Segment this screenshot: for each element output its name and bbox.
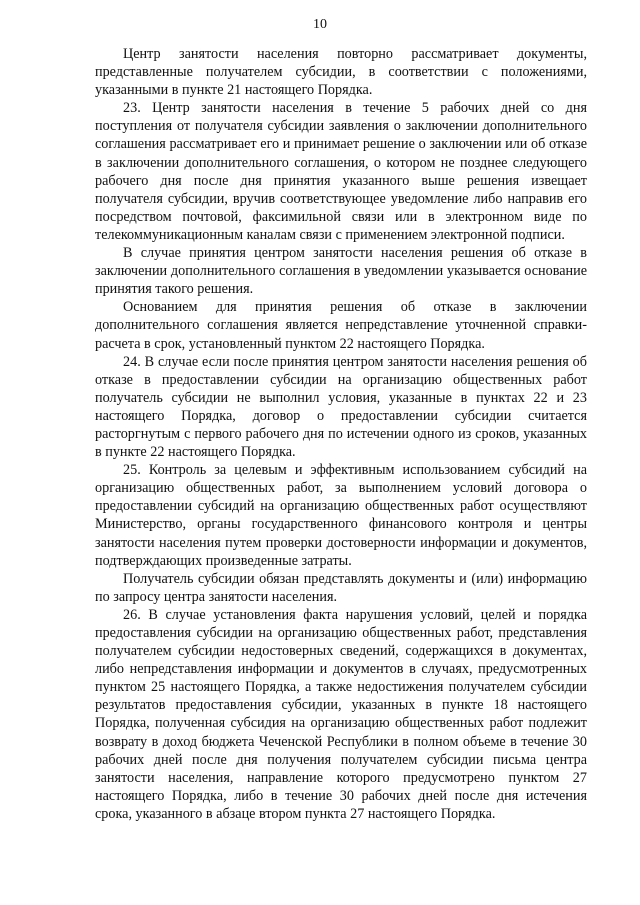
paragraph-refusal-grounds: Основанием для принятия решения об отказе в заключении дополнительного соглашения является непредставление уточненной справки-расчета в срок, установленный пунктом 22 настоящего Порядка. — [95, 299, 587, 352]
paragraph-item-24: 24. В случае если после принятия центром занятости населения решения об отказе в предоставлении субсидии на организацию общественных работ получатель субсидии не выполнил условия, указанные в пунктах 22 и 23 настоящего Порядка, договор о предоставлении субсидии считается расторгнутым с первого рабочего дня по истечении одного из сроков, указанных в пункте 22 настоящего Порядка. — [95, 353, 587, 461]
paragraph-review-documents: Центр занятости населения повторно рассматривает документы, представленные получателем субсидии, в соответствии с положениями, указанными в пункте 21 настоящего Порядка. — [95, 46, 587, 99]
paragraph-item-23: 23. Центр занятости населения в течение 5 рабочих дней со дня поступления от получателя субсидии заявления о заключении дополнительного соглашения рассматривает его и принимает решение о заключении или об отказе в заключении дополнительного соглашения, о котором не позднее следующего рабочего дня после дня принятия указанного выше решения извещает получателя субсидии, вручив соответствующее уведомление либо направив его посредством почтовой, факсимильной связи или в электронном виде по телекоммуникационным каналам связи с применением электронной подписи. — [95, 100, 587, 243]
page-number: 10 — [313, 17, 327, 32]
paragraph-item-25: 25. Контроль за целевым и эффективным использованием субсидий на организацию общественных работ, за выполнением условий договора о предоставлении субсидий на организацию общественных работ осуществляют Министерство, органы государственного финансового контроля и центры занятости населения путем проверки достоверности информации и документов, подтверждающих произведенные затраты. — [95, 462, 587, 569]
paragraph-refusal-notice: В случае принятия центром занятости населения решения об отказе в заключении дополнительного соглашения в уведомлении указывается основание принятия такого решения. — [95, 245, 587, 298]
paragraph-recipient-obligation: Получатель субсидии обязан представлять документы и (или) информацию по запросу центра занятости населения. — [95, 570, 587, 605]
document-body — [95, 45, 587, 823]
paragraph-item-26: 26. В случае установления факта нарушения условий, целей и порядка предоставления субсидии на организацию общественных работ, представления получателем субсидии недостоверных сведений, содержащихся в документах, либо непредставления информации и документов в случаях, предусмотренных пунктом 25 настоящего Порядка, а также недостижения получателем субсидии результатов предоставления субсидии, указанных в пункте 18 настоящего Порядка, полученная субсидия на организацию общественных работ подлежит возврату в доход бюджета Чеченской Республики в полном объеме в течение 30 рабочих дней после дня получения получателем субсидии письма центра занятости населения, направление которого предусмотрено пунктом 27 настоящего Порядка, либо в течение 30 рабочих дней после дня истечения срока, указанного в абзаце втором пункта 27 настоящего Порядка. — [95, 606, 587, 822]
